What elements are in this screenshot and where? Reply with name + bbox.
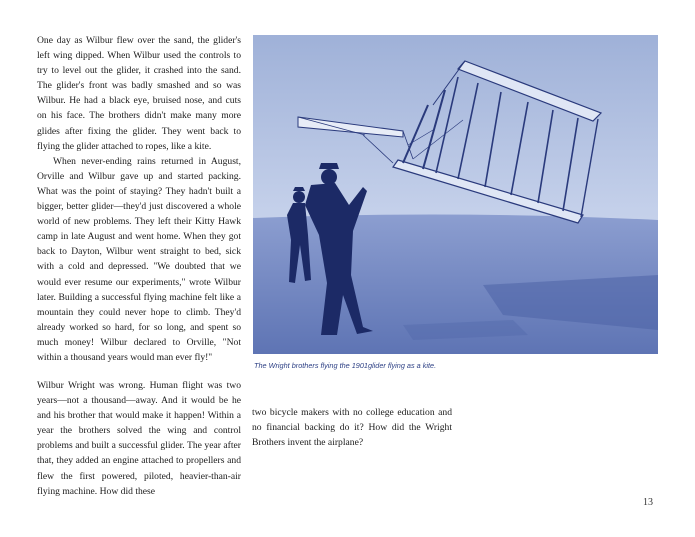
wright-glider-photo <box>253 35 658 354</box>
paragraph-wilbur-wrong: Wilbur Wright was wrong. Human flight was two years—not a thousand—away. And it would be he and his brother that would make it happen! Within a year the brothers solved the wing and control problems and built a successful glider. The year after that, they added an engine attached to propellers and flew the first powered, piloted, heavier-than-air flying machine. How did these <box>37 380 241 497</box>
page-number: 13 <box>643 497 653 508</box>
right-column-bottom-text <box>252 405 452 450</box>
paragraph-crash: One day as Wilbur flew over the sand, the glider's left wing dipped. When Wilbur used the controls to try to level out the glider, it crashed into the sand. The glider's front was badly smashed and so was Wilbur. He had a black eye, bruised nose, and cuts on his face. The brothers didn't make many more glides after fixing the glider. They went back to flying the glider attached to ropes, like a kite. <box>37 35 241 152</box>
paragraph-rains: When never-ending rains returned in August, Orville and Wilbur gave up and started packing. What was the point of staying? They hadn't built a bigger, better glider—they'd just discovered a whole world of new problems. They left their Kitty Hawk camp in late August and went home. When they got back to Dayton, Wilbur went straight to bed, sick with a cold and depressed. "We doubted that we would ever resume our experiments," wrote Wilbur later. Building a successful flying machine felt like a mountain they could never hope to climb. They'd already worked so hard, for so long, and spent so much money! Wilbur declared to Orville, "Not within a thousand years would man ever fly!" <box>37 155 241 363</box>
photo-caption: The Wright brothers flying the 1901glider flying as a kite. <box>254 361 437 370</box>
left-column-top-text <box>37 33 241 365</box>
left-column-bottom-text <box>37 378 241 499</box>
paragraph-how-did-they: two bicycle makers with no college education and no financial backing do it? How did the Wright Brothers invent the airplane? <box>252 407 452 449</box>
